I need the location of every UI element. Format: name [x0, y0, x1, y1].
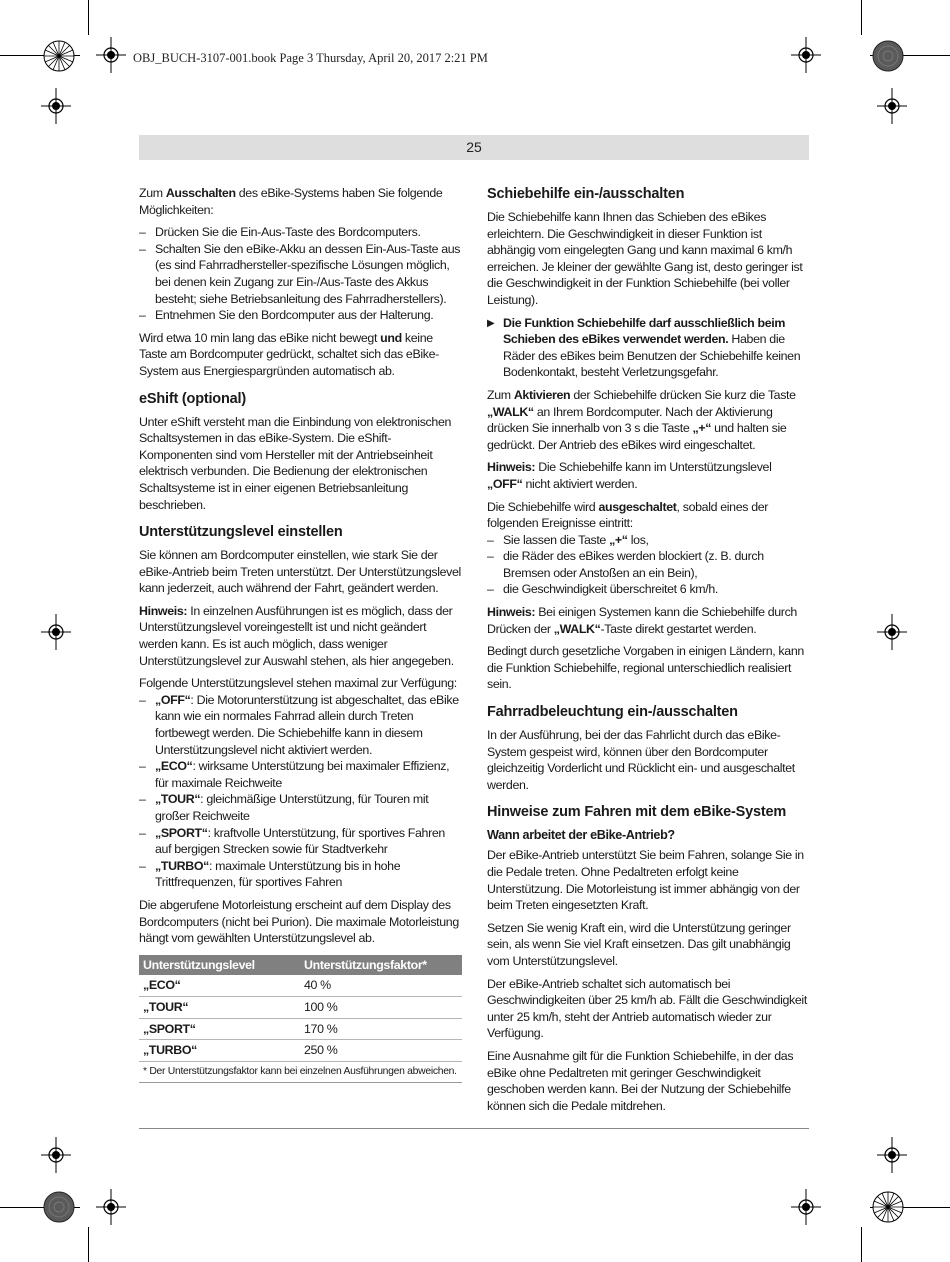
auto-off-paragraph: Wird etwa 10 min lang das eBike nicht bewegt und keine Taste am Bordcomputer gedrückt, schaltet sich das eBike-System aus Energiespargründen automatisch ab.	[139, 330, 439, 378]
schiebehilfe-paragraph: Die Schiebehilfe kann Ihnen das Schieben des eBikes erleichtern. Die Geschwindigkeit in dieser Funktion ist abhängig vom eingelegten Gang und kann maximal 6 km/h erreichen. Je kleiner der gewählte Gang ist, desto geringer ist die Geschwindigkeit in der Funktion Schiebehilfe (bei voller Leistung).	[487, 210, 803, 307]
table-cell: 100 %	[300, 996, 462, 1018]
riding-paragraph: Setzen Sie wenig Kraft ein, wird die Unterstützung geringer sein, als wenn Sie viel Kraft einsetzen. Das gilt unabhängig vom Unterstützungslevel.	[487, 920, 791, 968]
list-item: – Drücken Sie die Ein-Aus-Taste des Bordcomputers.	[139, 224, 462, 241]
deactivation-list	[487, 532, 809, 598]
column-header: Unterstützungsfaktor*	[300, 955, 462, 976]
table-header-row	[139, 955, 462, 976]
riding-tips-subheading: Wann arbeitet der eBike-Antrieb?	[487, 828, 675, 843]
off-level-hint: Hinweis: Die Schiebehilfe kann im Unterstützungslevel „OFF“ nicht aktiviert werden.	[487, 460, 772, 491]
table-cell: „TOUR“	[139, 996, 300, 1018]
table-cell: 40 %	[300, 975, 462, 996]
left-column	[139, 185, 462, 1083]
table-cell: „TURBO“	[139, 1040, 300, 1062]
list-item: – „ECO“: wirksame Unterstützung bei maximaler Effizienz, für maximale Reichweite	[139, 758, 462, 791]
crop-mark-line	[88, 0, 89, 35]
walk-hint: Hinweis: Bei einigen Systemen kann die Schiebehilfe durch Drücken der „WALK“-Taste direkt gestartet werden.	[487, 605, 797, 636]
level-list-intro: Folgende Unterstützungslevel stehen maximal zur Verfügung:	[139, 676, 457, 691]
list-item: – Sie lassen die Taste „+“ los,	[487, 532, 809, 549]
level-paragraph: Sie können am Bordcomputer einstellen, wie stark Sie der eBike-Antrieb beim Treten unterstützt. Der Unterstützungslevel kann jederzeit, auch während der Fahrt, geändert werden.	[139, 548, 461, 596]
crosshair-icon	[877, 1137, 907, 1173]
lighting-heading: Fahrradbeleuchtung ein-/ausschalten	[487, 704, 738, 721]
table-cell: „SPORT“	[139, 1018, 300, 1040]
crosshair-icon	[877, 614, 907, 650]
legal-paragraph: Bedingt durch gesetzliche Vorgaben in einigen Ländern, kann die Funktion Schiebehilfe, regional unterschiedlich realisiert sein.	[487, 644, 804, 692]
table-footnote: * Der Unterstützungsfaktor kann bei einzelnen Ausführungen abweichen.	[139, 1062, 462, 1083]
registration-mark-icon	[872, 1191, 904, 1223]
list-item: – „TURBO“: maximale Unterstützung bis in hohe Trittfrequenzen, für sportives Fahren	[139, 858, 462, 891]
triangle-right-icon: ▶	[487, 317, 495, 329]
list-item: – die Räder des eBikes werden blockiert (z. B. durch Bremsen oder Anstoßen an ein Bein),	[487, 548, 809, 581]
riding-tips-heading: Hinweise zum Fahren mit dem eBike-System	[487, 804, 787, 821]
table-row	[139, 1018, 462, 1040]
riding-paragraph: Der eBike-Antrieb unterstützt Sie beim Fahren, solange Sie in die Pedale treten. Ohne Pedaltreten erfolgt keine Unterstützung. Die Motorleistung ist immer abhängig von der beim Treten eingesetzten Kraft.	[487, 848, 804, 913]
list-item: – Entnehmen Sie den Bordcomputer aus der Halterung.	[139, 307, 462, 324]
right-column	[487, 185, 809, 1120]
list-item: – „OFF“: Die Motorunterstützung ist abgeschaltet, das eBike kann wie ein normales Fahrrad allein durch Treten fortbewegt werden. Die Schiebehilfe kann in diesem Unterstützungslevel nicht aktiviert werden.	[139, 692, 462, 758]
display-paragraph: Die abgerufene Motorleistung erscheint auf dem Display des Bordcomputers (nicht bei Purion). Die maximale Motorleistung hängt vom gewählten Unterstützungslevel ab.	[139, 897, 459, 946]
eshift-paragraph: Unter eShift versteht man die Einbindung von elektronischen Schaltsystemen in das eBike-System. Die eShift-Komponenten sind vom Hersteller mit der Antriebseinheit elektrisch verbunden. Die Bedienung der elektronischen Schaltsysteme ist in einer eigenen Betriebsanleitung beschrieben.	[139, 414, 452, 512]
table-cell: 170 %	[300, 1018, 462, 1040]
registration-mark-icon	[43, 40, 75, 72]
table-row	[139, 996, 462, 1018]
table-cell: „ECO“	[139, 975, 300, 996]
ausschalten-list	[139, 224, 462, 324]
crop-mark-line	[88, 1227, 89, 1262]
crop-mark-line	[861, 0, 862, 35]
bottom-rule	[139, 1128, 809, 1129]
crosshair-icon	[41, 1137, 71, 1173]
schiebehilfe-heading: Schiebehilfe ein-/ausschalten	[487, 186, 685, 202]
eshift-heading: eShift (optional)	[139, 390, 246, 407]
list-item: – „TOUR“: gleichmäßige Unterstützung, für Touren mit großer Reichweite	[139, 791, 462, 824]
lighting-paragraph: In der Ausführung, bei der das Fahrlicht durch das eBike-System gespeist wird, können über den Bordcomputer gleichzeitig Vorderlicht und Rücklicht ein- und ausgeschaltet werden.	[487, 728, 795, 792]
table-row	[139, 1040, 462, 1062]
crosshair-icon	[41, 88, 71, 124]
page-number: 25	[466, 139, 482, 155]
gray-target-icon	[872, 40, 904, 72]
list-item: – Schalten Sie den eBike-Akku an dessen Ein-Aus-Taste aus (es sind Fahrradhersteller-spezifische Lösungen möglich, bei denen kein Zugang zur Ein-/Aus-Taste des Akkus besteht; siehe Betriebsanleitung des Fahrradherstellers).	[139, 241, 462, 307]
book-info-header: OBJ_BUCH-3107-001.book Page 3 Thursday, April 20, 2017 2:21 PM	[133, 51, 488, 65]
gray-target-icon	[43, 1191, 75, 1223]
list-item: – „SPORT“: kraftvolle Unterstützung, für sportives Fahren auf bergigen Strecken sowie für Stadtverkehr	[139, 825, 462, 858]
level-heading: Unterstützungslevel einstellen	[139, 524, 343, 541]
crosshair-icon	[96, 1189, 126, 1225]
table-cell: 250 %	[300, 1040, 462, 1062]
crosshair-icon	[791, 1189, 821, 1225]
ausschalten-intro: Zum Ausschalten des eBike-Systems haben Sie folgende Möglichkeiten:	[139, 186, 443, 217]
page-number-bar	[139, 135, 809, 160]
table-row	[139, 975, 462, 996]
levels-list	[139, 692, 462, 891]
riding-paragraph: Der eBike-Antrieb schaltet sich automatisch bei Geschwindigkeiten über 25 km/h ab. Fällt die Geschwindigkeit unter 25 km/h, steht der Antrieb automatisch wieder zur Verfügung.	[487, 976, 807, 1041]
list-item: – die Geschwindigkeit überschreitet 6 km/h.	[487, 581, 809, 598]
crosshair-icon	[41, 614, 71, 650]
deactivation-intro: Die Schiebehilfe wird ausgeschaltet, sobald eines der folgenden Ereignisse eintritt:	[487, 499, 769, 531]
crosshair-icon	[877, 88, 907, 124]
safety-warning: ▶ Die Funktion Schiebehilfe darf ausschließlich beim Schieben des eBikes verwendet werden. Haben die Räder des eBikes beim Benutzen der Schiebehilfe keinen Bodenkontakt, besteht Verletzungsgefahr.	[487, 315, 801, 380]
support-level-table	[139, 955, 462, 1062]
crosshair-icon	[791, 37, 821, 73]
riding-paragraph: Eine Ausnahme gilt für die Funktion Schiebehilfe, in der das eBike ohne Pedaltreten mit geringer Geschwindigkeit geschoben werden kann. Bei der Nutzung der Schiebehilfe können sich die Pedale mitdrehen.	[487, 1048, 794, 1113]
crosshair-icon	[96, 37, 126, 73]
activation-paragraph: Zum Aktivieren der Schiebehilfe drücken Sie kurz die Taste „WALK“ an Ihrem Bordcomputer. Nach der Aktivierung drücken Sie innerhalb von 3 s die Taste „+“ und halten sie gedrückt. Der Antrieb des eBikes wird eingeschaltet.	[487, 387, 796, 452]
column-header: Unterstützungslevel	[139, 955, 300, 976]
crop-mark-line	[861, 1227, 862, 1262]
level-hint: Hinweis: In einzelnen Ausführungen ist es möglich, dass der Unterstützungslevel voreingestellt ist und nicht geändert werden kann. Es ist auch möglich, dass weniger Unterstützungslevel zur Auswahl stehen, als hier angegeben.	[139, 603, 454, 668]
